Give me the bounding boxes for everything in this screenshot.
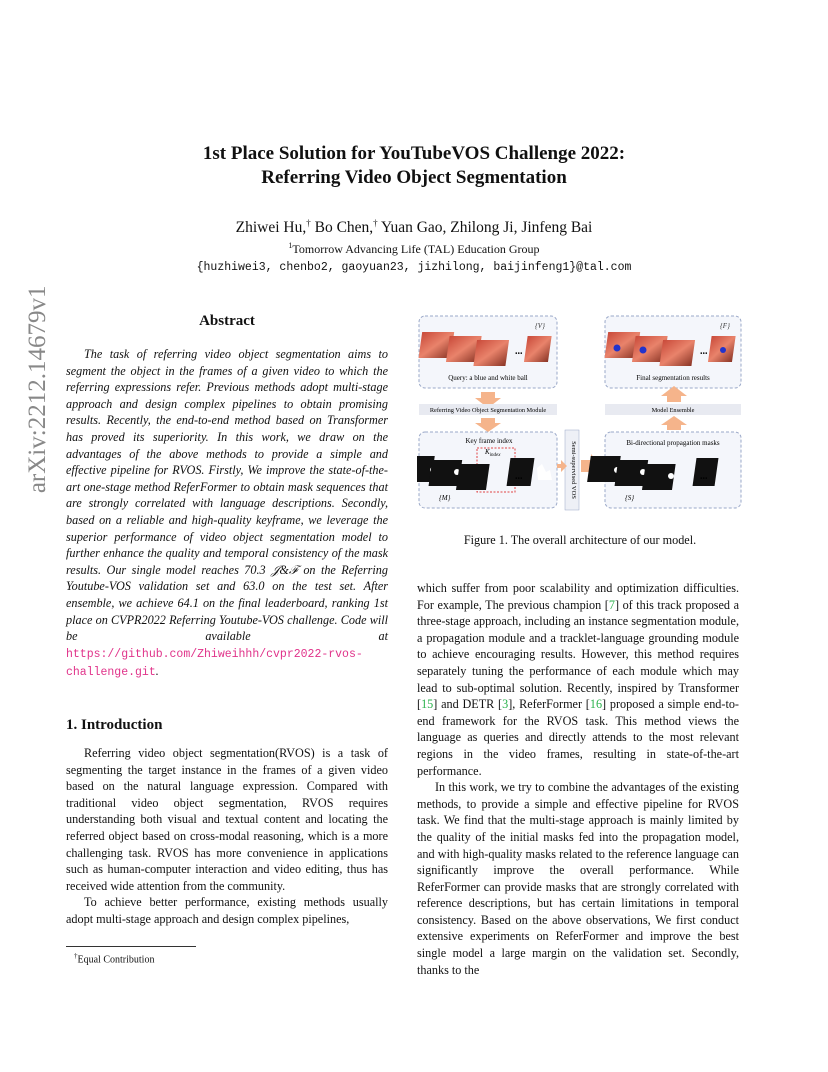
right-column-text [417, 580, 739, 978]
m-label: {M} [439, 494, 451, 502]
f-label: {F} [720, 322, 730, 330]
footnote-mark: † [74, 952, 78, 960]
masks-ellipsis: ... [515, 471, 523, 482]
affiliation-mark: 1 [288, 241, 293, 250]
affiliation [100, 241, 728, 257]
footnote [74, 952, 154, 965]
arxiv-identifier [10, 280, 60, 760]
title-line-1: 1st Place Solution for YouTubeVOS Challenge 2022: [202, 143, 626, 164]
s-label: {S} [625, 494, 635, 502]
author-list [100, 218, 728, 237]
figure-caption: Figure 1. The overall architecture of our model. [463, 533, 697, 547]
right-paragraph-2: In this work, we try to combine the advantages of the existing methods, to provide a simple and effective pipeline for RVOS task. We find that the multi-stage approach is mainly limited by the quality of the initial masks fed into the propagation model, and with high-quality masks related to the reference language can significantly improve the overall performance. While ReferFormer can provide masks that are strongly correlated with reference descriptions, but has certain limitations in temporal consistency. Based on the above observations, We first conduct extensive experiments on ReferFormer and improve the best single model a large margin on the validation set. Secondly, thanks to the [417, 780, 739, 977]
architecture-figure [417, 312, 743, 516]
bidir-label: Bi-directional propagation masks [626, 439, 720, 447]
paper-title [100, 142, 728, 190]
final-ellipsis: ... [700, 346, 708, 357]
semi-vos-label: Semi-supervised VOS [570, 441, 577, 499]
arrow-up-right-2 [661, 416, 687, 430]
arxiv-id-text: arXiv:2212.14679v1 [cs.CV] 27 Dec 2022 [24, 280, 51, 494]
introduction-heading: 1. Introduction [66, 717, 163, 733]
ensemble-label: Model Ensemble [651, 407, 695, 414]
footnote-text: Equal Contribution [77, 954, 155, 966]
abstract-end: . [155, 664, 159, 679]
citation-7[interactable]: 7 [608, 597, 615, 612]
right-paragraph-1: which suffer from poor scalability and optimization difficulties. For example, The previous champion [7] of this track proposed a three-stage approach, including an instance segmentation module, a propagation module and a tracklet-language grounding module to achieve encouraging results. However, this method requires separately tuning the performance of each module which may lead to sub-optimal solution. Recently, inspired by Transformer [15] and DETR [3], ReferFormer [16] proposed a simple end-to-end framework for the RVOS task. This method views the language as queries and directly attends to the most relevant regions in the video frames, resulting in state-of-the-art performance. [417, 581, 739, 778]
rvos-module-label: Referring Video Object Segmentation Module [429, 407, 547, 414]
query-text: Query: a blue and white ball [448, 374, 528, 382]
keyframe-label: Key frame index [465, 437, 513, 445]
equal-contrib-mark: † [373, 218, 378, 228]
abstract-body [66, 346, 388, 682]
author-emails: {huzhiwei3, chenbo2, gaoyuan23, jizhilong, baijinfeng1}@tal.com [196, 261, 632, 274]
propagation-ellipsis: ... [700, 471, 708, 482]
author-rest: Yuan Gao, Zhilong Ji, Jinfeng Bai [380, 219, 593, 237]
intro-paragraph-2: To achieve better performance, existing methods usually adopt multi-stage approach and design complex pipelines, [66, 895, 388, 926]
equal-contrib-mark: † [306, 218, 311, 228]
title-line-2: Referring Video Object Segmentation [261, 167, 567, 188]
author-1: Zhiwei Hu, [235, 219, 307, 237]
citation-16[interactable]: 16 [589, 697, 603, 712]
v-label: {V} [535, 322, 545, 330]
final-results-label: Final segmentation results [636, 374, 710, 382]
k-index-label: $K_{index}$ [485, 448, 501, 458]
code-link[interactable]: https://github.com/Zhiweihhh/cvpr2022-rvos-challenge.git [66, 647, 363, 680]
footnote-divider [66, 946, 196, 947]
citation-3[interactable]: 3 [502, 697, 509, 712]
author-2: Bo Chen, [314, 219, 374, 237]
affiliation-text: Tomorrow Advancing Life (TAL) Education Group [292, 242, 540, 256]
citation-15[interactable]: 15 [421, 697, 434, 712]
abstract-heading: Abstract [199, 313, 255, 329]
introduction-body [66, 745, 388, 928]
intro-paragraph-1: Referring video object segmentation(RVOS) is a task of segmenting the target instance in the frames of a given video based on the natural language expression. Compared with traditional video object segmentation, RVOS requires understanding both visual and textual content and locating the referred object based on cross-modal reasoning, which is a more challenging task. RVOS has more convenience in applications such as human-computer interaction and video editing, thus has received wide attention from the community. [66, 746, 388, 893]
abstract-text: The task of referring video object segmentation aims to segment the object in the frames of a given video to which the referring expressions refer. Previous methods adopt multi-stage approach and design complex pipelines to obtain promising results. Recently, the end-to-end method based on Transformer has proved its superiority. In this work, we draw on the advantages of the above methods to provide a simple and effective pipeline for RVOS. Firstly, We improve the state-of-the-art one-stage method ReferFormer to obtain mask sequences that are strongly correlated with language descriptions. Secondly, based on a reliable and high-quality keyframe, we leverage the superior performance of video object segmentation model to further enhance the quality and temporal consistency of the mask results. Our single model reaches 70.3 𝒥&ℱ on the Referring Youtube-VOS validation set and 63.0 on the test set. After ensemble, we achieve 64.1 on the final leaderboard, ranking 1st place on CVPR2022 Referring Youtube-VOS challenge. Code will be available at [66, 347, 388, 644]
arrow-down-left-2 [475, 418, 501, 432]
frames-ellipsis: ... [515, 346, 523, 357]
